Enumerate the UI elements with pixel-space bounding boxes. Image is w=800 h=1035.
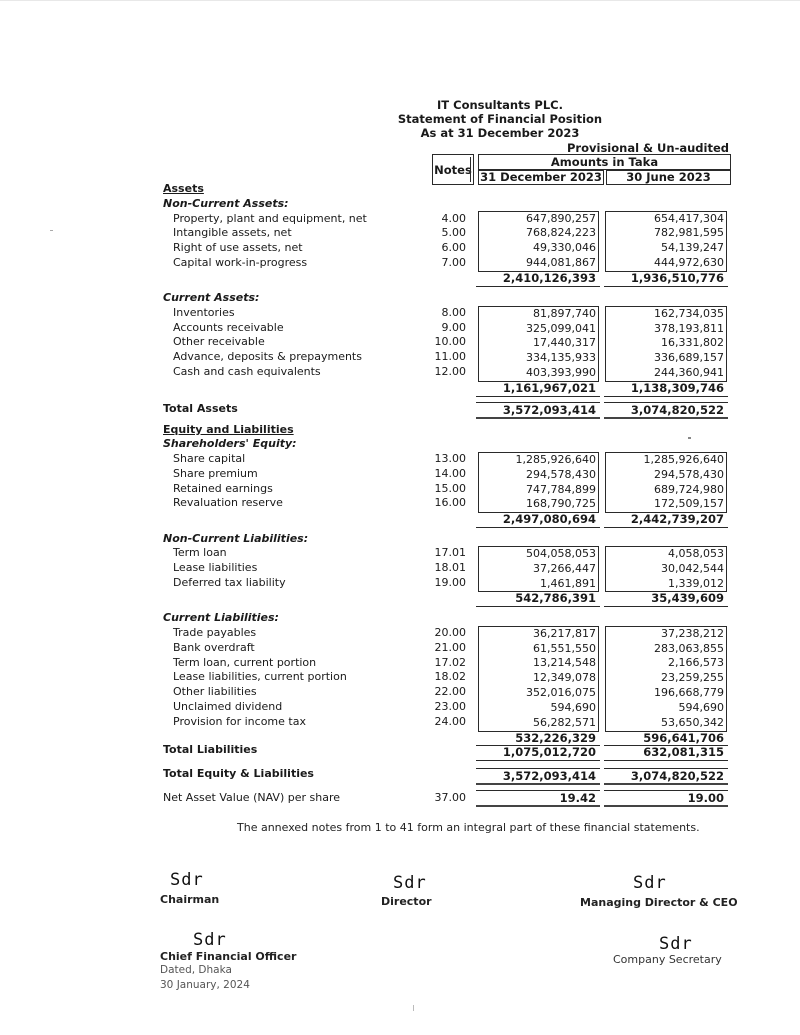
shareholders-equity-title: Shareholders' Equity: <box>163 437 297 450</box>
line-item-label: Provision for income tax <box>173 715 306 728</box>
line-item-value-period1: 168,790,725 <box>526 497 596 510</box>
line-item-value-period2: 689,724,980 <box>654 483 724 496</box>
line-item-value-period1: 81,897,740 <box>533 307 596 320</box>
line-item-note: 20.00 <box>434 626 466 639</box>
line-item-note: 4.00 <box>441 212 466 225</box>
line-item-value-period1: 325,099,041 <box>526 322 596 335</box>
line-item-value-period2: 444,972,630 <box>654 256 724 269</box>
line-item-value-period1: 352,016,075 <box>526 686 596 699</box>
subtotal-underline <box>604 396 728 397</box>
line-item-note: 17.01 <box>434 546 466 559</box>
line-item-value-period1: 49,330,046 <box>533 241 596 254</box>
total-assets-value-period1: 3,572,093,414 <box>502 403 596 417</box>
amounts-header: Amounts in Taka <box>478 154 731 170</box>
non-current-liabilities-title: Non-Current Liabilities: <box>163 532 309 545</box>
line-item-value-period1: 504,058,053 <box>526 547 596 560</box>
total-double-underline <box>476 417 600 419</box>
md-ceo-title: Managing Director & CEO <box>580 896 738 909</box>
subtotal-value-period2: 596,641,706 <box>643 731 724 745</box>
scan-speck <box>688 437 691 439</box>
director-signature: Sdr <box>393 873 427 893</box>
line-item-label: Share premium <box>173 467 258 480</box>
nav-value-period1: 19.42 <box>559 791 596 805</box>
subtotal-underline <box>476 606 600 607</box>
nav-value-period2: 19.00 <box>687 791 724 805</box>
subtotal-value-period1: 542,786,391 <box>515 591 596 605</box>
annexed-notes-footnote: The annexed notes from 1 to 41 form an integral part of these financial statements. <box>237 821 700 834</box>
company-secretary-title: Company Secretary <box>613 953 722 966</box>
line-item-value-period2: 16,331,802 <box>661 336 724 349</box>
line-item-value-period1: 747,784,899 <box>526 483 596 496</box>
audit-status: Provisional & Un-audited <box>567 141 729 155</box>
period2-column-header: 30 June 2023 <box>606 170 731 185</box>
line-item-value-period2: 172,509,157 <box>654 497 724 510</box>
line-item-label: Accounts receivable <box>173 321 284 334</box>
director-title: Director <box>381 895 432 908</box>
cfo-signature: Sdr <box>193 930 227 950</box>
line-item-value-period2: 2,166,573 <box>668 656 724 669</box>
line-item-label: Bank overdraft <box>173 641 255 654</box>
line-item-value-period1: 13,214,548 <box>533 656 596 669</box>
line-item-value-period1: 1,461,891 <box>540 577 596 590</box>
line-item-note: 10.00 <box>434 335 466 348</box>
scan-speck <box>413 1005 414 1011</box>
line-item-label: Trade payables <box>173 626 257 639</box>
current-assets-title: Current Assets: <box>163 291 260 304</box>
subtotal-underline <box>476 396 600 397</box>
line-item-label: Unclaimed dividend <box>173 700 283 713</box>
line-item-value-period1: 294,578,430 <box>526 468 596 481</box>
subtotal-value-period1: 2,410,126,393 <box>502 271 596 285</box>
total-liabilities-value-period2: 632,081,315 <box>643 745 724 759</box>
line-item-value-period2: 782,981,595 <box>654 226 724 239</box>
total-double-underline <box>476 783 600 785</box>
line-item-value-period1: 1,285,926,640 <box>515 453 596 466</box>
line-item-value-period1: 17,440,317 <box>533 336 596 349</box>
line-item-note: 5.00 <box>441 226 466 239</box>
line-item-note: 16.00 <box>434 496 466 509</box>
scan-speck <box>50 230 53 231</box>
equity-liabilities-section-title: Equity and Liabilities <box>163 423 294 436</box>
subtotal-value-period2: 1,936,510,776 <box>630 271 724 285</box>
line-item-value-period2: 336,689,157 <box>654 351 724 364</box>
line-item-value-period2: 37,238,212 <box>661 627 724 640</box>
total-assets-value-period2: 3,074,820,522 <box>630 403 724 417</box>
line-item-value-period2: 53,650,342 <box>661 716 724 729</box>
nav-double-underline <box>476 805 600 807</box>
period1-column-header: 31 December 2023 <box>478 170 604 185</box>
total-underline <box>476 760 600 761</box>
subtotal-value-period1: 1,161,967,021 <box>502 381 596 395</box>
line-item-value-period2: 654,417,304 <box>654 212 724 225</box>
subtotal-value-period1: 2,497,080,694 <box>502 512 596 526</box>
line-item-value-period1: 944,081,867 <box>526 256 596 269</box>
total-underline <box>604 760 728 761</box>
subtotal-underline <box>604 606 728 607</box>
signing-date: 30 January, 2024 <box>160 979 250 991</box>
line-item-value-period2: 54,139,247 <box>661 241 724 254</box>
total-assets-label: Total Assets <box>163 402 238 415</box>
line-item-label: Retained earnings <box>173 482 273 495</box>
line-item-note: 13.00 <box>434 452 466 465</box>
line-item-value-period1: 403,393,990 <box>526 366 596 379</box>
line-item-value-period2: 1,285,926,640 <box>643 453 724 466</box>
subtotal-underline <box>604 286 728 287</box>
signing-place: Dated, Dhaka <box>160 964 232 976</box>
statement-date: As at 31 December 2023 <box>420 126 580 140</box>
notes-column-header <box>432 154 474 185</box>
line-item-note: 6.00 <box>441 241 466 254</box>
line-item-label: Other receivable <box>173 335 265 348</box>
line-item-value-period1: 647,890,257 <box>526 212 596 225</box>
line-item-label: Property, plant and equipment, net <box>173 212 367 225</box>
line-item-note: 18.01 <box>434 561 466 574</box>
line-item-value-period1: 36,217,817 <box>533 627 596 640</box>
line-item-value-period1: 37,266,447 <box>533 562 596 575</box>
line-item-note: 18.02 <box>434 670 466 683</box>
cfo-title: Chief Financial Officer <box>160 950 297 963</box>
line-item-note: 19.00 <box>434 576 466 589</box>
subtotal-value-period2: 35,439,609 <box>651 591 724 605</box>
subtotal-value-period2: 1,138,309,746 <box>630 381 724 395</box>
line-item-label: Lease liabilities <box>173 561 258 574</box>
chairman-title: Chairman <box>160 893 220 906</box>
current-liabilities-title: Current Liabilities: <box>163 611 279 624</box>
subtotal-underline <box>476 527 600 528</box>
line-item-note: 7.00 <box>441 256 466 269</box>
subtotal-value-period2: 2,442,739,207 <box>630 512 724 526</box>
line-item-label: Term loan <box>173 546 227 559</box>
line-item-label: Right of use assets, net <box>173 241 303 254</box>
line-item-value-period2: 23,259,255 <box>661 671 724 684</box>
line-item-note: 11.00 <box>434 350 466 363</box>
total-double-underline <box>604 417 728 419</box>
line-item-value-period1: 334,135,933 <box>526 351 596 364</box>
chairman-signature: Sdr <box>170 870 204 890</box>
non-current-assets-title: Non-Current Assets: <box>163 197 289 210</box>
line-item-value-period1: 768,824,223 <box>526 226 596 239</box>
line-item-note: 8.00 <box>441 306 466 319</box>
line-item-value-period1: 61,551,550 <box>533 642 596 655</box>
line-item-label: Term loan, current portion <box>173 656 317 669</box>
line-item-value-period1: 594,690 <box>550 701 596 714</box>
line-item-label: Intangible assets, net <box>173 226 292 239</box>
nav-note: 37.00 <box>434 791 466 804</box>
line-item-label: Capital work-in-progress <box>173 256 308 269</box>
line-item-note: 15.00 <box>434 482 466 495</box>
line-item-label: Lease liabilities, current portion <box>173 670 347 683</box>
line-item-value-period2: 196,668,779 <box>654 686 724 699</box>
line-item-label: Share capital <box>173 452 246 465</box>
total-equity-liabilities-value-period2: 3,074,820,522 <box>630 769 724 783</box>
line-item-value-period2: 378,193,811 <box>654 322 724 335</box>
line-item-note: 23.00 <box>434 700 466 713</box>
line-item-note: 21.00 <box>434 641 466 654</box>
subtotal-underline <box>604 527 728 528</box>
line-item-note: 17.02 <box>434 656 466 669</box>
notes-header-label: Notes <box>434 162 472 177</box>
total-double-underline <box>604 783 728 785</box>
total-liabilities-label: Total Liabilities <box>163 743 258 756</box>
line-item-label: Revaluation reserve <box>173 496 283 509</box>
line-item-value-period2: 283,063,855 <box>654 642 724 655</box>
line-item-value-period2: 30,042,544 <box>661 562 724 575</box>
line-item-note: 12.00 <box>434 365 466 378</box>
line-item-value-period1: 12,349,078 <box>533 671 596 684</box>
scan-edge-line <box>0 0 800 1</box>
md-ceo-signature: Sdr <box>633 873 667 893</box>
line-item-note: 22.00 <box>434 685 466 698</box>
company-name: IT Consultants PLC. <box>437 98 563 112</box>
total-liabilities-value-period1: 1,075,012,720 <box>502 745 596 759</box>
line-item-note: 9.00 <box>441 321 466 334</box>
total-equity-liabilities-value-period1: 3,572,093,414 <box>502 769 596 783</box>
company-secretary-signature: Sdr <box>659 934 693 954</box>
nav-per-share-label: Net Asset Value (NAV) per share <box>163 791 340 804</box>
line-item-value-period2: 1,339,012 <box>668 577 724 590</box>
line-item-value-period2: 294,578,430 <box>654 468 724 481</box>
line-item-note: 24.00 <box>434 715 466 728</box>
statement-title: Statement of Financial Position <box>397 112 603 126</box>
subtotal-underline <box>476 286 600 287</box>
line-item-value-period1: 56,282,571 <box>533 716 596 729</box>
assets-section-title: Assets <box>163 182 204 195</box>
line-item-label: Other liabilities <box>173 685 257 698</box>
line-item-value-period2: 244,360,941 <box>654 366 724 379</box>
line-item-label: Cash and cash equivalents <box>173 365 321 378</box>
nav-double-underline <box>604 805 728 807</box>
line-item-label: Deferred tax liability <box>173 576 286 589</box>
line-item-note: 14.00 <box>434 467 466 480</box>
line-item-value-period2: 594,690 <box>678 701 724 714</box>
total-equity-liabilities-label: Total Equity & Liabilities <box>163 767 314 780</box>
line-item-label: Advance, deposits & prepayments <box>173 350 362 363</box>
line-item-value-period2: 4,058,053 <box>668 547 724 560</box>
line-item-label: Inventories <box>173 306 235 319</box>
line-item-value-period2: 162,734,035 <box>654 307 724 320</box>
subtotal-value-period1: 532,226,329 <box>515 731 596 745</box>
